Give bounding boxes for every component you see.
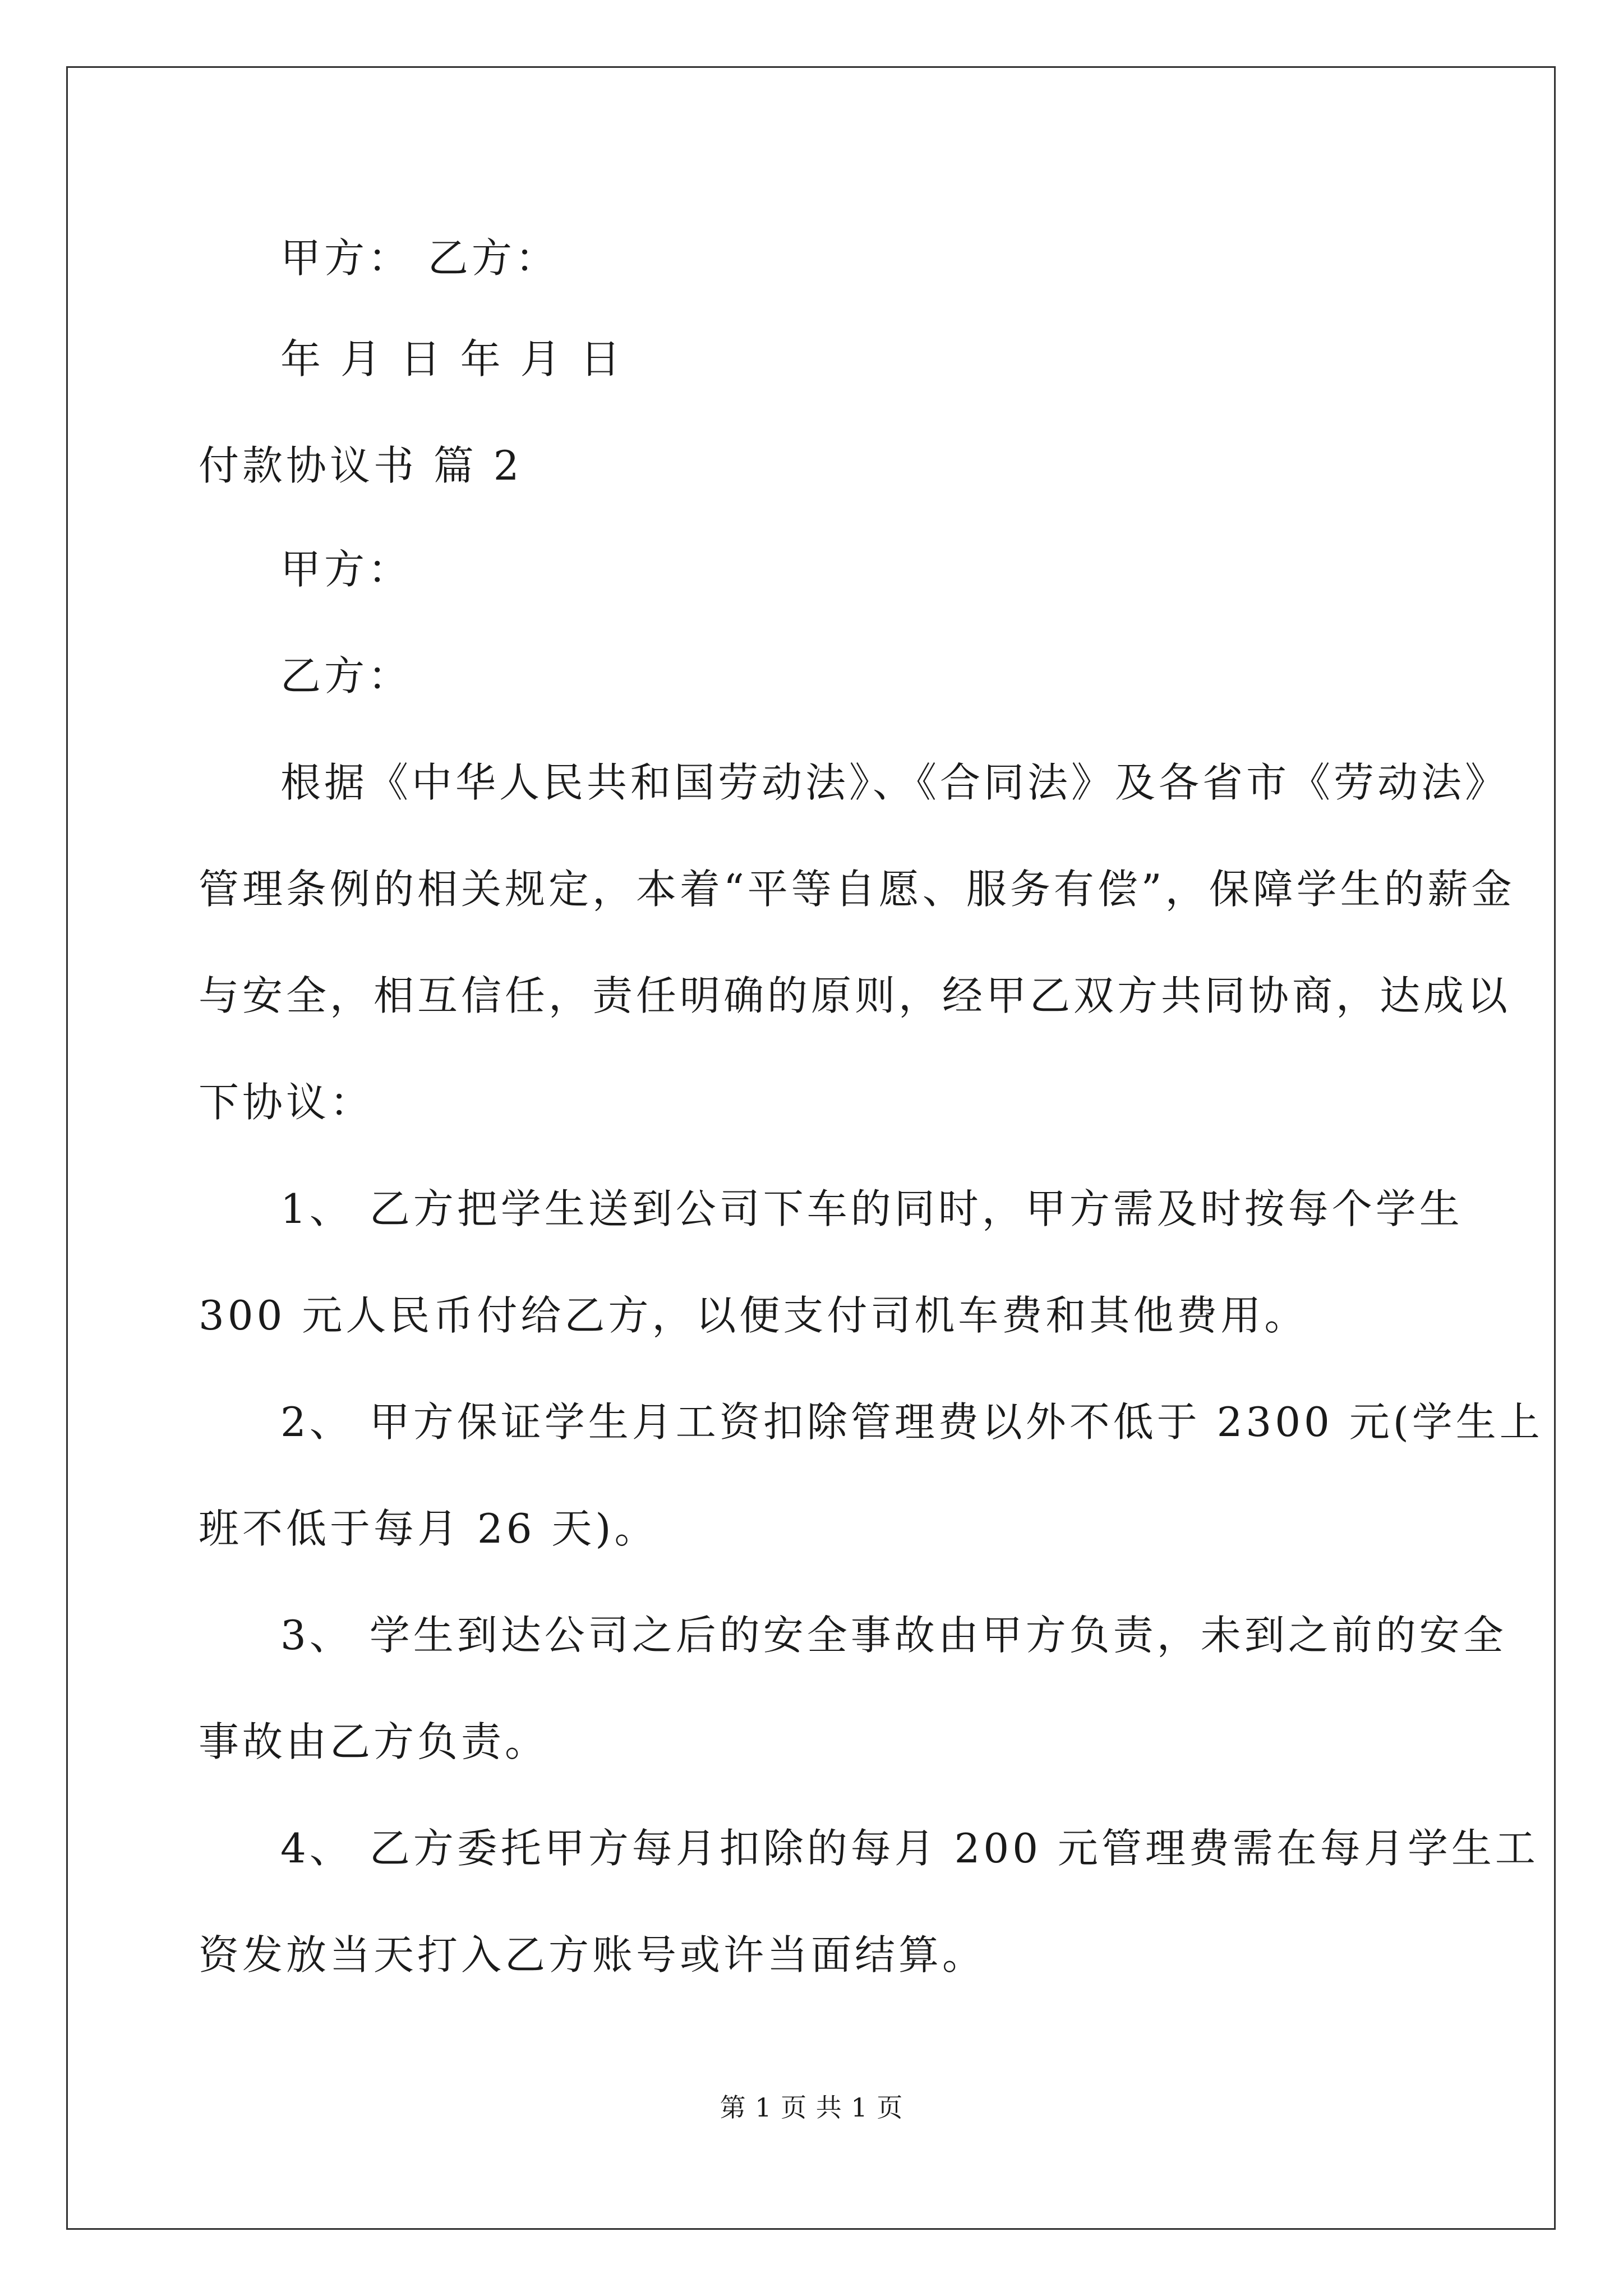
- clause-2-line-2: 班不低于每月 26 天)。: [199, 1505, 658, 1552]
- preamble-line-1: 根据《中华人民共和国劳动法》、《合同法》及各省市《劳动法》: [280, 759, 1509, 806]
- party-a-label: 甲方：: [280, 546, 412, 593]
- page-number: 第 1 页 共 1 页: [720, 2092, 903, 2123]
- party-b-label: 乙方：: [280, 652, 412, 700]
- clause-4-line-1: 4、 乙方委托甲方每月扣除的每月 200 元管理费需在每月学生工: [280, 1825, 1539, 1872]
- preamble-line-2: 管理条例的相关规定，本着“平等自愿、服务有偿”，保障学生的薪金: [199, 866, 1515, 913]
- clause-3-line-1: 3、 学生到达公司之后的安全事故由甲方负责，未到之前的安全: [280, 1612, 1507, 1659]
- page-border: [66, 66, 1556, 2230]
- clause-1-line-2: 300 元人民币付给乙方，以便支付司机车费和其他费用。: [199, 1292, 1308, 1339]
- clause-3-line-2: 事故由乙方负责。: [199, 1718, 549, 1765]
- section-heading: 付款协议书 篇 2: [199, 442, 523, 489]
- preamble-line-3: 与安全，相互信任，责任明确的原则，经甲乙双方共同协商，达成以: [199, 972, 1511, 1019]
- clause-4-line-2: 资发放当天打入乙方账号或许当面结算。: [199, 1931, 986, 1978]
- clause-1-line-1: 1、 乙方把学生送到公司下车的同时，甲方需及时按每个学生: [280, 1185, 1463, 1232]
- signature-line-parties: 甲方： 乙方：: [280, 234, 559, 282]
- signature-line-dates: 年 月 日 年 月 日: [280, 335, 624, 383]
- preamble-line-4: 下协议：: [199, 1079, 374, 1126]
- clause-2-line-1: 2、 甲方保证学生月工资扣除管理费以外不低于 2300 元(学生上: [280, 1398, 1543, 1446]
